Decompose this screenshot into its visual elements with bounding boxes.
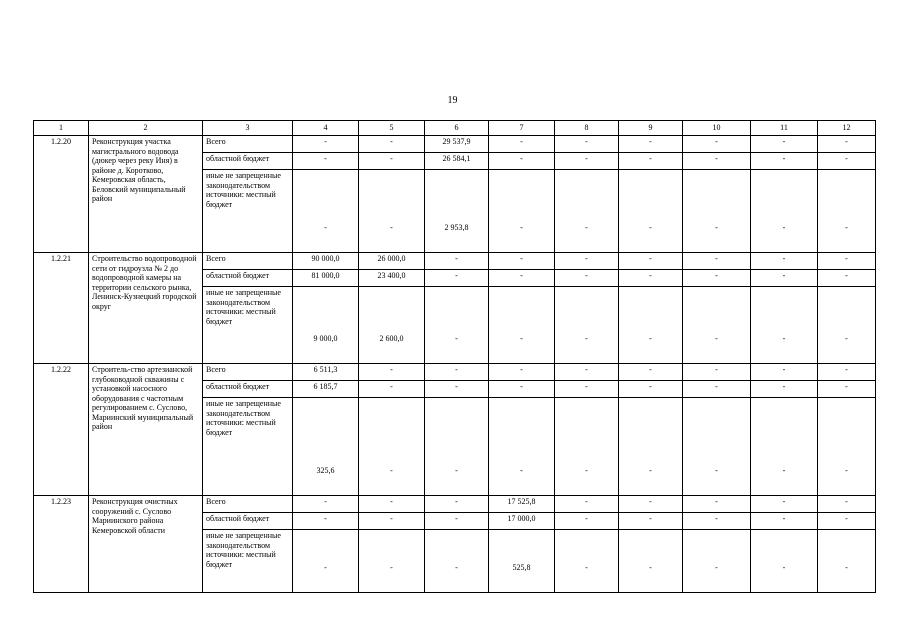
amount-cell: 2 953,8 <box>425 170 489 253</box>
amount-cell: - <box>683 398 751 496</box>
amount-cell: - <box>555 513 619 530</box>
amount-cell: 17 000,0 <box>489 513 555 530</box>
amount-cell: - <box>489 153 555 170</box>
column-header: 6 <box>425 121 489 136</box>
amount-cell: - <box>818 513 876 530</box>
amount-cell: - <box>619 270 683 287</box>
amount-cell: - <box>818 287 876 364</box>
column-header: 2 <box>89 121 203 136</box>
item-description: Строитель-ство артезианской глубоководной скважины с установкой насосного оборудования с частотным регулированием с. Суслово, Мариинский муниципальный район <box>89 364 203 496</box>
column-header: 11 <box>751 121 818 136</box>
amount-cell: - <box>751 398 818 496</box>
amount-cell: - <box>818 398 876 496</box>
amount-cell: - <box>619 153 683 170</box>
amount-cell: 29 537,9 <box>425 136 489 153</box>
amount-cell: - <box>619 530 683 593</box>
amount-cell: - <box>818 381 876 398</box>
amount-cell: - <box>619 381 683 398</box>
column-header: 10 <box>683 121 751 136</box>
amount-cell: - <box>619 496 683 513</box>
page-number: 19 <box>447 95 458 106</box>
amount-cell: - <box>683 364 751 381</box>
amount-cell: 2 600,0 <box>359 287 425 364</box>
item-description: Реконструкция участка магистрального водовода (дюкер через реку Иня) в районе д. Коротково, Кемеровская область, Беловский муниципальный район <box>89 136 203 253</box>
amount-cell: - <box>359 170 425 253</box>
column-header: 1 <box>34 121 89 136</box>
amount-cell: - <box>425 381 489 398</box>
amount-cell: - <box>619 364 683 381</box>
amount-cell: - <box>489 398 555 496</box>
item-description: Реконструкция очистных сооружений с. Суслово Мариинского района Кемеровской области <box>89 496 203 593</box>
amount-cell: 6 185,7 <box>293 381 359 398</box>
amount-cell: - <box>359 513 425 530</box>
amount-cell: - <box>751 153 818 170</box>
amount-cell: - <box>619 136 683 153</box>
amount-cell: - <box>619 170 683 253</box>
amount-cell: 325,6 <box>293 398 359 496</box>
amount-cell: - <box>293 153 359 170</box>
amount-cell: - <box>619 287 683 364</box>
amount-cell: - <box>555 364 619 381</box>
amount-cell: - <box>555 253 619 270</box>
amount-cell: 90 000,0 <box>293 253 359 270</box>
amount-cell: 26 000,0 <box>359 253 425 270</box>
funding-source: областной бюджет <box>203 513 293 530</box>
amount-cell: - <box>489 287 555 364</box>
amount-cell: - <box>489 136 555 153</box>
funding-source: иные не запрещенные законодательством источники: местный бюджет <box>203 170 293 253</box>
funding-source: Всего <box>203 136 293 153</box>
funding-source: областной бюджет <box>203 270 293 287</box>
amount-cell: - <box>619 513 683 530</box>
column-header: 3 <box>203 121 293 136</box>
amount-cell: - <box>683 530 751 593</box>
amount-cell: - <box>751 530 818 593</box>
budget-table <box>33 120 876 593</box>
amount-cell: - <box>293 530 359 593</box>
amount-cell: - <box>489 253 555 270</box>
amount-cell: - <box>751 364 818 381</box>
amount-cell: - <box>425 496 489 513</box>
amount-cell: - <box>818 253 876 270</box>
amount-cell: - <box>555 136 619 153</box>
table-row <box>34 253 876 270</box>
amount-cell: - <box>818 136 876 153</box>
amount-cell: - <box>425 513 489 530</box>
amount-cell: - <box>425 398 489 496</box>
amount-cell: - <box>683 287 751 364</box>
amount-cell: - <box>555 496 619 513</box>
amount-cell: - <box>293 170 359 253</box>
amount-cell: - <box>683 270 751 287</box>
amount-cell: - <box>555 398 619 496</box>
amount-cell: - <box>818 270 876 287</box>
amount-cell: - <box>359 398 425 496</box>
amount-cell: - <box>683 136 751 153</box>
amount-cell: - <box>555 153 619 170</box>
amount-cell: - <box>555 170 619 253</box>
table-row <box>34 136 876 153</box>
amount-cell: - <box>555 287 619 364</box>
amount-cell: 26 584,1 <box>425 153 489 170</box>
amount-cell: - <box>359 530 425 593</box>
amount-cell: - <box>751 513 818 530</box>
amount-cell: - <box>619 398 683 496</box>
funding-source: иные не запрещенные законодательством источники: местный бюджет <box>203 398 293 496</box>
amount-cell: - <box>751 496 818 513</box>
amount-cell: - <box>818 530 876 593</box>
amount-cell: - <box>683 496 751 513</box>
amount-cell: - <box>751 287 818 364</box>
column-header: 7 <box>489 121 555 136</box>
amount-cell: - <box>555 381 619 398</box>
amount-cell: - <box>555 530 619 593</box>
funding-source: Всего <box>203 253 293 270</box>
item-number: 1.2.21 <box>34 253 89 364</box>
amount-cell: - <box>425 253 489 270</box>
amount-cell: 9 000,0 <box>293 287 359 364</box>
column-header: 5 <box>359 121 425 136</box>
amount-cell: - <box>751 270 818 287</box>
amount-cell: - <box>818 364 876 381</box>
amount-cell: - <box>425 364 489 381</box>
amount-cell: - <box>359 364 425 381</box>
amount-cell: - <box>818 153 876 170</box>
funding-source: Всего <box>203 496 293 513</box>
amount-cell: - <box>293 136 359 153</box>
amount-cell: - <box>683 513 751 530</box>
amount-cell: - <box>359 153 425 170</box>
amount-cell: - <box>359 136 425 153</box>
item-number: 1.2.20 <box>34 136 89 253</box>
item-description: Строительство водопроводной сети от гидроузла № 2 до водопроводной камеры на территории сельского рынка, Ленинск-Кузнецкий городской округ <box>89 253 203 364</box>
column-header: 4 <box>293 121 359 136</box>
amount-cell: - <box>818 170 876 253</box>
amount-cell: 23 400,0 <box>359 270 425 287</box>
column-header: 12 <box>818 121 876 136</box>
funding-source: областной бюджет <box>203 153 293 170</box>
column-header: 9 <box>619 121 683 136</box>
amount-cell: 17 525,8 <box>489 496 555 513</box>
funding-source: областной бюджет <box>203 381 293 398</box>
amount-cell: 525,8 <box>489 530 555 593</box>
amount-cell: - <box>683 381 751 398</box>
amount-cell: - <box>751 253 818 270</box>
amount-cell: - <box>489 170 555 253</box>
funding-source: иные не запрещенные законодательством источники: местный бюджет <box>203 287 293 364</box>
amount-cell: - <box>555 270 619 287</box>
amount-cell: - <box>619 253 683 270</box>
item-number: 1.2.23 <box>34 496 89 593</box>
header-row <box>34 121 876 136</box>
amount-cell: - <box>489 270 555 287</box>
amount-cell: - <box>425 530 489 593</box>
amount-cell: - <box>683 170 751 253</box>
column-header: 8 <box>555 121 619 136</box>
amount-cell: - <box>425 270 489 287</box>
table-row <box>34 496 876 513</box>
amount-cell: 81 000,0 <box>293 270 359 287</box>
funding-source: иные не запрещенные законодательством источники: местный бюджет <box>203 530 293 593</box>
amount-cell: - <box>751 170 818 253</box>
amount-cell: - <box>751 136 818 153</box>
amount-cell: 6 511,3 <box>293 364 359 381</box>
amount-cell: - <box>359 381 425 398</box>
item-number: 1.2.22 <box>34 364 89 496</box>
amount-cell: - <box>683 253 751 270</box>
amount-cell: - <box>489 381 555 398</box>
amount-cell: - <box>425 287 489 364</box>
amount-cell: - <box>683 153 751 170</box>
table-row <box>34 364 876 381</box>
amount-cell: - <box>293 496 359 513</box>
funding-source: Всего <box>203 364 293 381</box>
amount-cell: - <box>751 381 818 398</box>
amount-cell: - <box>359 496 425 513</box>
amount-cell: - <box>489 364 555 381</box>
amount-cell: - <box>293 513 359 530</box>
amount-cell: - <box>818 496 876 513</box>
